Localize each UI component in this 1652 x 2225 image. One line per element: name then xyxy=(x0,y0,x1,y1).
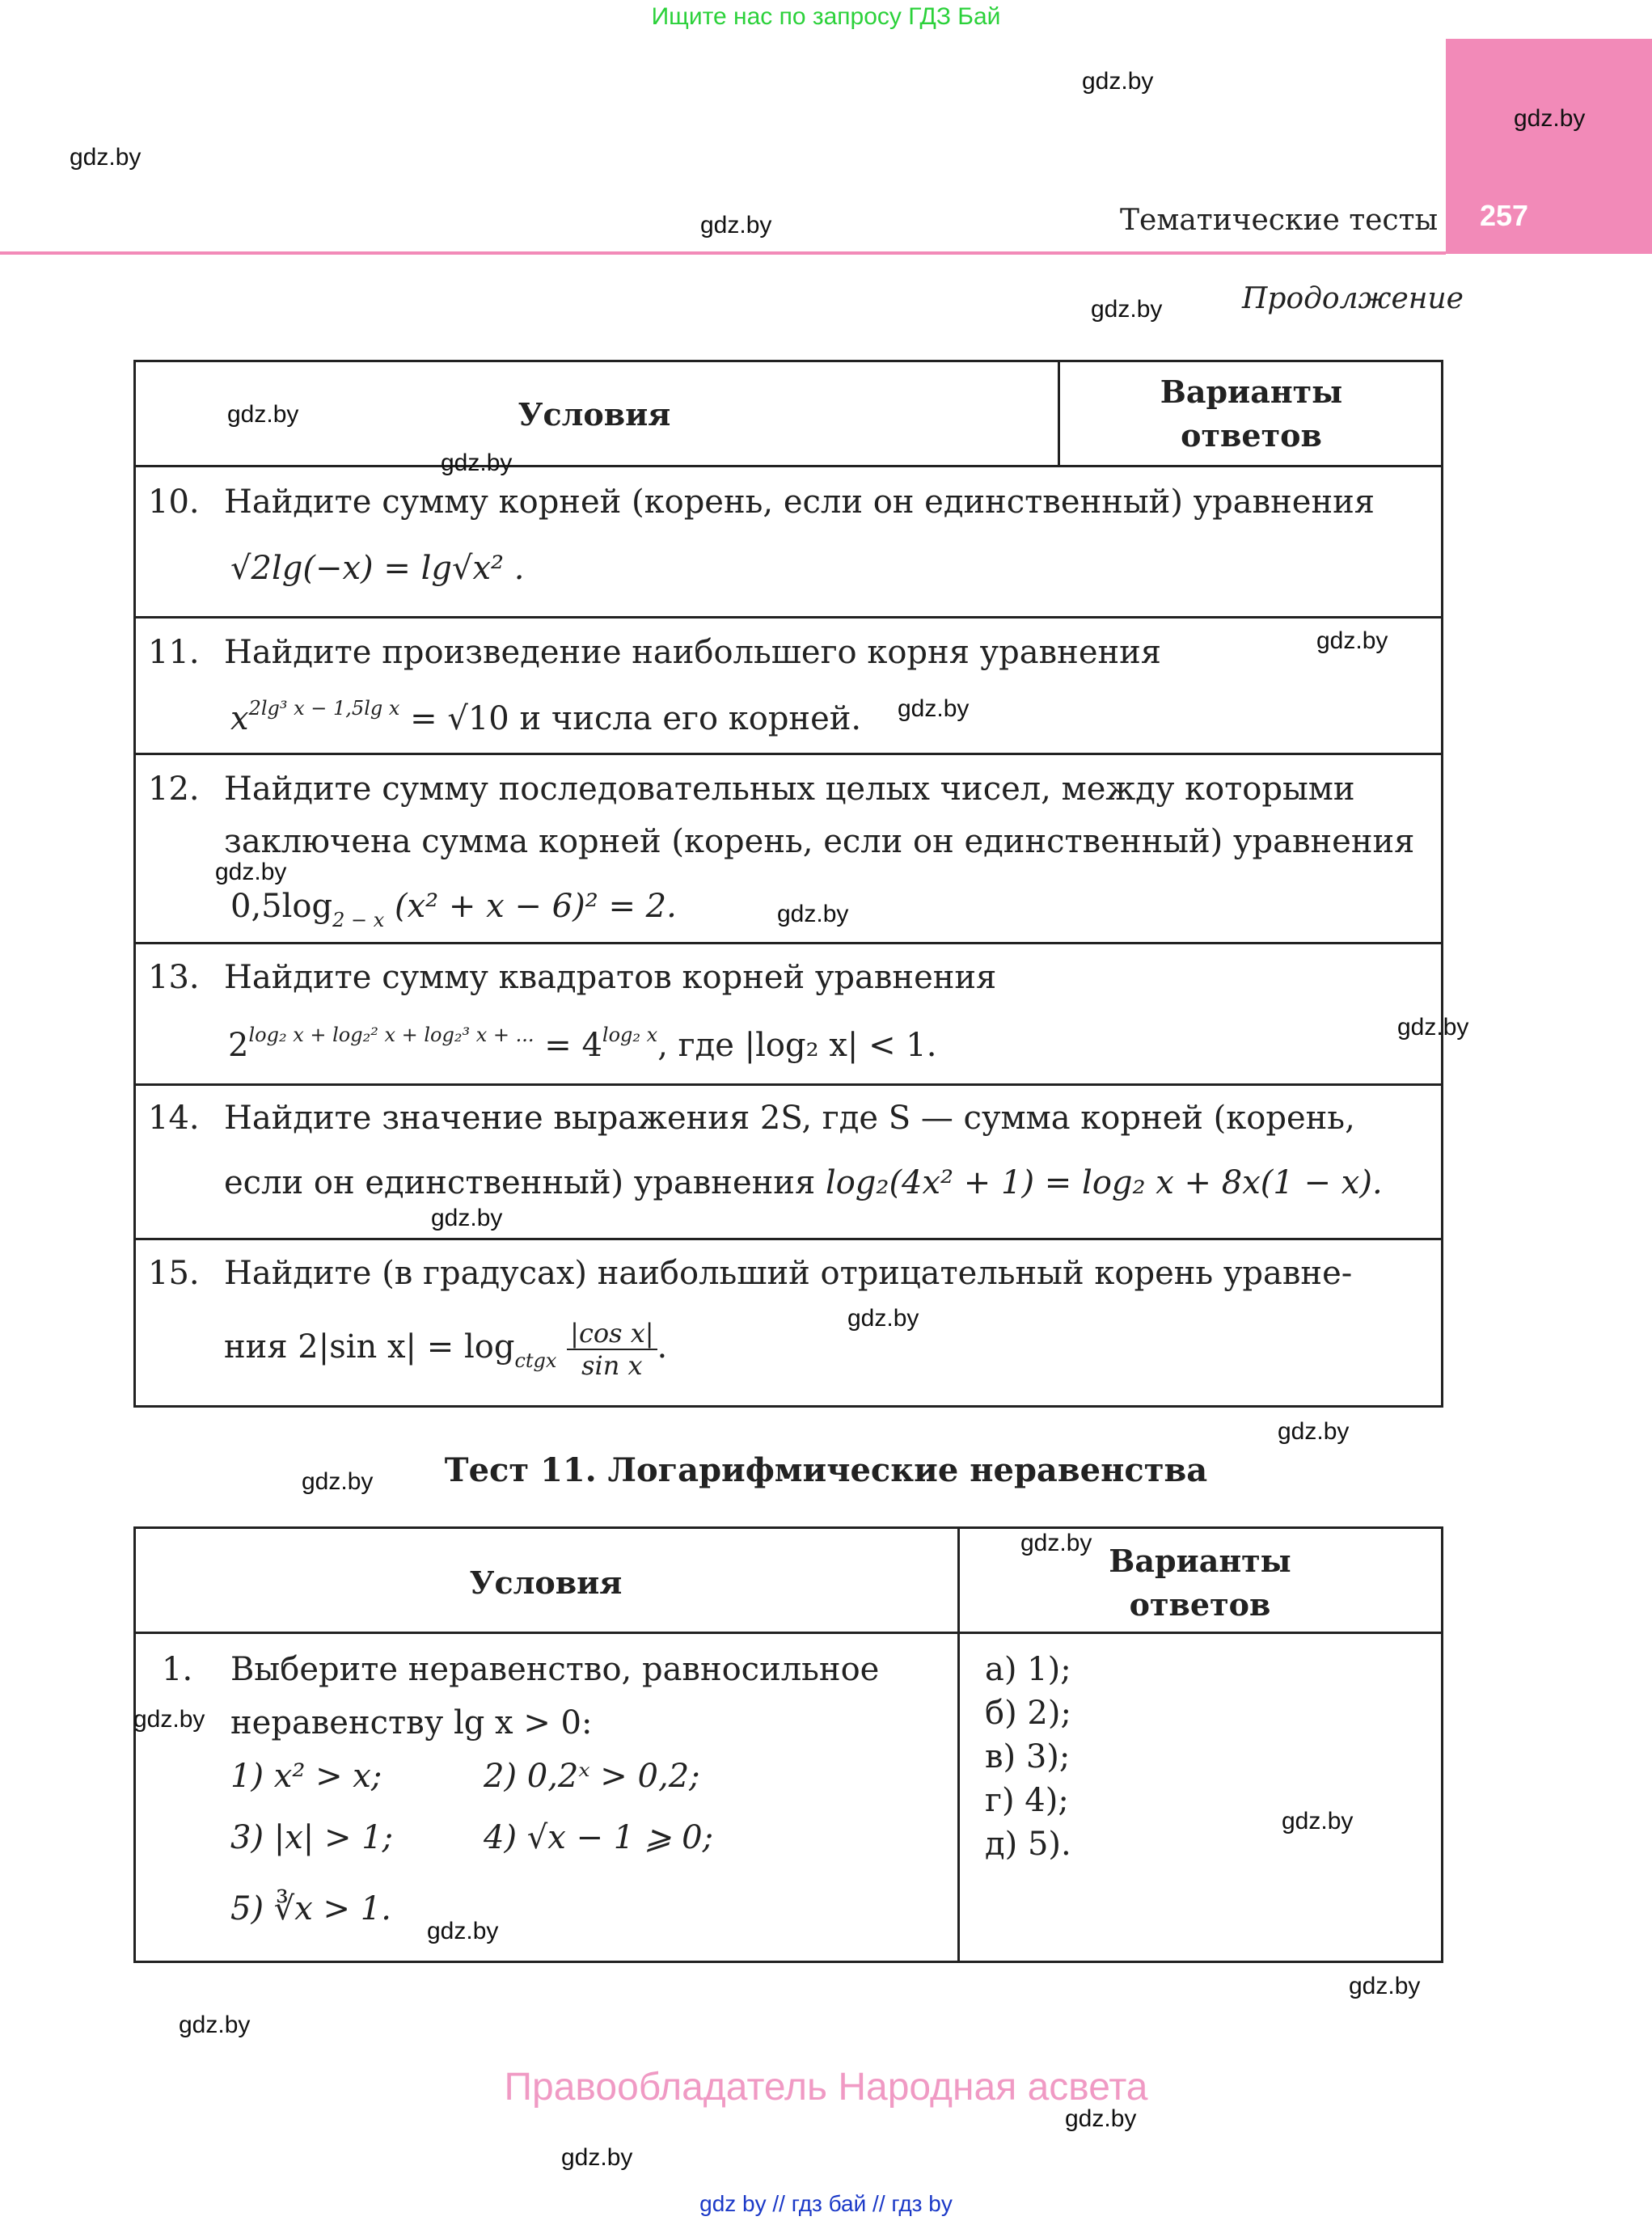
task-number: 10. xyxy=(148,483,200,521)
page-number: 257 xyxy=(1480,199,1529,232)
watermark: gdz.by xyxy=(227,401,299,428)
task-number: 1. xyxy=(162,1651,193,1688)
row-divider xyxy=(133,465,1443,467)
header-conditions: Условия xyxy=(469,1564,623,1601)
equation-tail: (x² + x − 6)² = 2. xyxy=(394,888,677,925)
task-text: ния 2|sin $x| = \log_{ctgx}$ $\frac{\text{|cos x|}}{\text{sin x}}$ . xyxy=(224,1318,668,1381)
task-text: Найдите значение выражения 2S, где S — сумма корней (корень, xyxy=(224,1100,1355,1137)
copyright-owner: Правообладатель Народная асвета xyxy=(504,2066,1148,2109)
log-base: 2 − x xyxy=(332,909,385,931)
answer-option: г) 4); xyxy=(985,1782,1069,1819)
watermark: gdz.by xyxy=(1091,296,1163,323)
watermark: gdz.by xyxy=(133,1706,205,1733)
equation-log: 0,5log xyxy=(230,888,333,925)
section-title: Тест 11. Логарифмические неравенства xyxy=(444,1451,1208,1489)
top-banner: Ищите нас по запросу ГДЗ Бай xyxy=(651,3,1001,30)
exponent-right: log₂ x xyxy=(602,1024,658,1046)
option: 1) x² > x; xyxy=(230,1758,382,1795)
task-equation xyxy=(230,888,677,931)
row-divider xyxy=(133,616,1443,619)
watermark: gdz.by xyxy=(179,2012,251,2038)
task-text-line2: ния 2|sin x| = log xyxy=(224,1328,515,1366)
task-equation: $2^{log_2 x + log_2^2 x + log_2^3 x + ...} = 4^{log_2 x}$, где |log₂ x| < 1. xyxy=(228,1024,937,1064)
task-number: 15. xyxy=(148,1255,200,1292)
task-text: Найдите произведение наибольшего корня уравнения xyxy=(224,634,1162,671)
header-rule xyxy=(0,251,1446,255)
row-divider xyxy=(133,942,1443,944)
option: 3) |x| > 1; xyxy=(230,1819,394,1856)
watermark: gdz.by xyxy=(898,695,970,722)
equation-mid: = 4 xyxy=(544,1027,602,1064)
watermark: gdz.by xyxy=(427,1918,499,1944)
task-text: Выберите неравенство, равносильное xyxy=(230,1651,880,1688)
watermark: gdz.by xyxy=(215,859,287,885)
task-equation: √2lg(−x) = lg√x² . xyxy=(230,550,525,587)
exponent: log₂ x + log₂² x + log₂³ x + ... xyxy=(248,1024,534,1046)
header-answers-line1: Варианты xyxy=(1160,374,1343,410)
watermark: gdz.by xyxy=(431,1205,503,1231)
watermark: gdz.by xyxy=(70,144,142,171)
task-number: 12. xyxy=(148,771,200,808)
header-answers-line2: ответов xyxy=(1181,417,1322,454)
option: 2) 0,2ˣ > 0,2; xyxy=(484,1758,700,1795)
watermark: gdz.by xyxy=(1282,1808,1354,1834)
task-equation: $x^{2lg^3 x - 1,5lg x} = √10$ и числа его корней. xyxy=(230,697,862,737)
task-equation: log₂(4x² + 1) = log₂ x + 8x(1 − x). xyxy=(825,1164,1383,1201)
header-answers-line2: ответов xyxy=(1129,1586,1271,1623)
watermark: gdz.by xyxy=(302,1468,374,1495)
row-divider xyxy=(133,1238,1443,1240)
task-number: 14. xyxy=(148,1100,200,1137)
task-text xyxy=(224,1164,1383,1201)
exponent: 2lg³ x − 1,5lg x xyxy=(248,697,400,720)
header-conditions: Условия xyxy=(518,396,671,433)
row-divider xyxy=(133,753,1443,755)
watermark: gdz.by xyxy=(700,212,772,239)
task-number: 13. xyxy=(148,959,200,996)
footer-links[interactable]: gdz by // гдз бай // гдз by xyxy=(699,2191,953,2216)
watermark: gdz.by xyxy=(1349,1973,1421,1999)
task-text: Найдите сумму последовательных целых чисел, между которыми xyxy=(224,771,1355,808)
watermark: gdz.by xyxy=(1020,1530,1092,1556)
task-text: Найдите (в градусах) наибольший отрицательный корень уравне- xyxy=(224,1255,1353,1292)
task-text-line2: если он единственный) уравнения xyxy=(224,1164,816,1201)
watermark: gdz.by xyxy=(1278,1418,1350,1445)
log-base: ctgx xyxy=(514,1349,557,1372)
answer-option: б) 2); xyxy=(985,1695,1071,1732)
header-answers-line1: Варианты xyxy=(1109,1543,1291,1579)
option: 5) ∛x > 1. xyxy=(230,1890,391,1927)
watermark: gdz.by xyxy=(1065,2105,1137,2132)
watermark: gdz.by xyxy=(847,1305,919,1332)
running-title: Тематические тесты xyxy=(1120,204,1439,237)
equation-tail: = √10 и числа его корней. xyxy=(410,700,862,737)
fraction-denominator: sin x xyxy=(581,1350,643,1381)
task-text: Найдите сумму квадратов корней уравнения xyxy=(224,959,997,996)
watermark: gdz.by xyxy=(1514,105,1586,132)
task-text: Найдите сумму корней (корень, если он единственный) уравнения xyxy=(224,483,1375,521)
task-number: 11. xyxy=(148,634,200,671)
watermark: gdz.by xyxy=(1397,1014,1469,1041)
watermark: gdz.by xyxy=(1082,68,1154,95)
watermark: gdz.by xyxy=(561,2144,633,2171)
page-corner-tab xyxy=(1446,39,1652,254)
option: 4) √x − 1 ⩾ 0; xyxy=(484,1819,714,1856)
row-divider xyxy=(133,1083,1443,1086)
continued-label: Продолжение xyxy=(1242,282,1464,315)
equation-tail: , где |log₂ x| < 1. xyxy=(657,1027,937,1064)
answer-option: а) 1); xyxy=(985,1651,1071,1688)
fraction xyxy=(567,1318,657,1381)
watermark: gdz.by xyxy=(1316,627,1388,654)
fraction-numerator: |cos x| xyxy=(567,1318,657,1350)
answer-option: д) 5). xyxy=(985,1826,1071,1863)
watermark: gdz.by xyxy=(777,901,849,927)
row-divider xyxy=(133,1632,1443,1634)
answer-option: в) 3); xyxy=(985,1738,1071,1775)
task-text: заключена сумма корней (корень, если он единственный) уравнения xyxy=(224,823,1415,860)
task-text: неравенству lg x > 0: xyxy=(230,1704,593,1742)
watermark: gdz.by xyxy=(441,450,513,476)
